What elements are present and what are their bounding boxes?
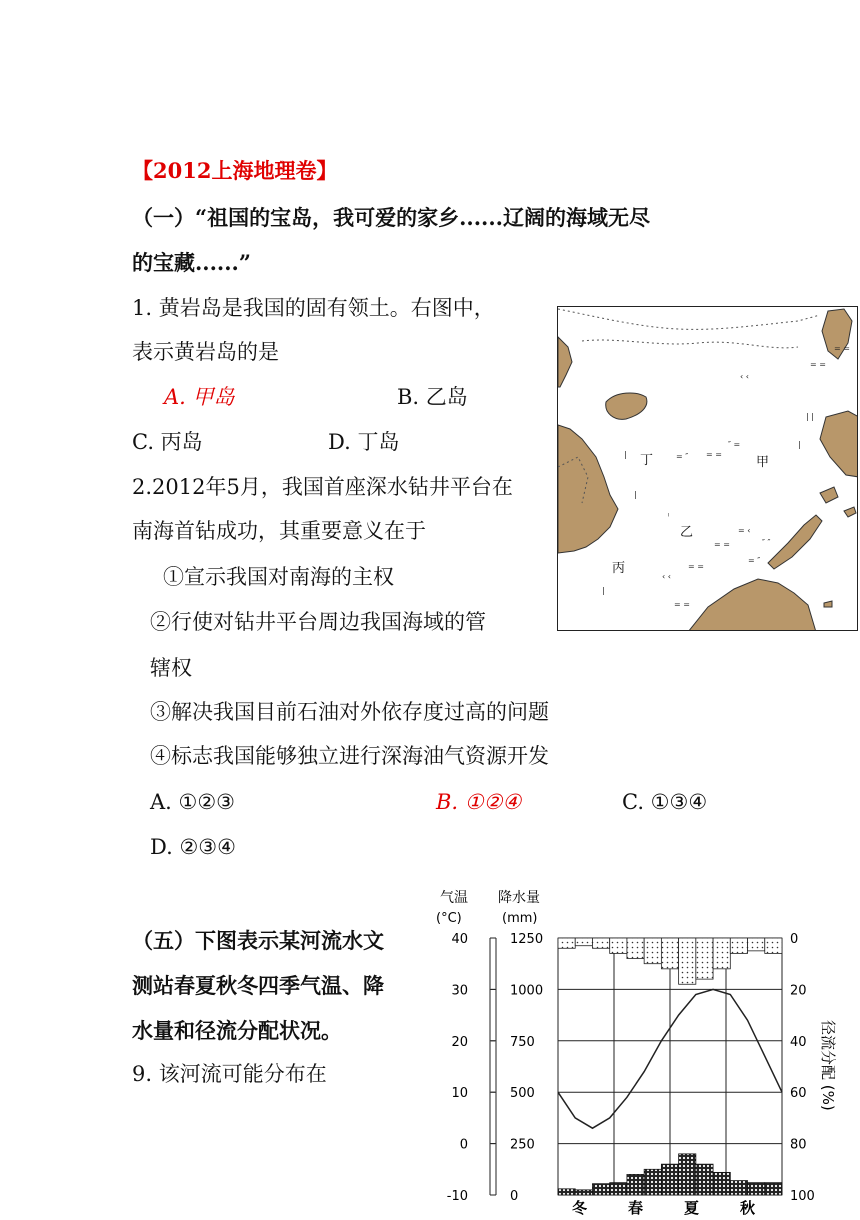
runoff-bar xyxy=(730,938,747,953)
q2-stem-line2: 南海首钻成功，其重要意义在于 xyxy=(132,519,426,543)
indochina-land xyxy=(558,425,618,553)
map-label-jia: 甲 xyxy=(756,455,770,470)
svg-text:″ =: ″ = xyxy=(728,440,741,449)
mainland-left xyxy=(558,337,572,387)
exam-title: 【2012上海地理卷】 xyxy=(132,158,338,183)
border-line xyxy=(582,340,798,348)
temperature-tick-label: 10 xyxy=(451,1086,468,1102)
runoff-bar xyxy=(644,938,661,964)
runoff-bar xyxy=(661,938,678,969)
svg-text:|: | xyxy=(798,440,801,449)
svg-text:= =: = = xyxy=(688,562,704,571)
hainan-island xyxy=(606,393,647,419)
chart-svg xyxy=(430,880,860,1216)
svg-text:= =: = = xyxy=(674,600,690,609)
precipitation-bar xyxy=(713,1172,730,1195)
precipitation-bar xyxy=(575,1190,592,1195)
svg-text:= ″: = ″ xyxy=(676,452,689,461)
south-china-sea-map xyxy=(557,306,858,631)
svg-text:ˡ: ˡ xyxy=(668,512,670,521)
runoff-bar xyxy=(765,938,782,953)
precipitation-bar xyxy=(696,1164,713,1195)
svg-text:|: | xyxy=(634,490,637,499)
q1-stem-line2: 表示黄岩岛的是 xyxy=(132,340,279,364)
svg-text:= =: = = xyxy=(706,450,722,459)
precip-tick-label: 1000 xyxy=(510,983,544,999)
section5-intro-line1: （五）下图表示某河流水文 xyxy=(132,928,384,953)
section5-intro-line3: 水量和径流分配状况。 xyxy=(132,1018,342,1043)
map-label-yi: 乙 xyxy=(680,525,694,540)
map-label-ding: 丁 xyxy=(640,453,654,468)
borneo-land xyxy=(688,579,816,631)
runoff-bar xyxy=(558,938,575,948)
svg-text:|: | xyxy=(624,450,627,459)
q1-option-c: C. 丙岛 xyxy=(132,430,203,454)
precip-tick-label: 250 xyxy=(510,1137,535,1153)
temperature-tick-label: 30 xyxy=(451,983,468,999)
svg-text:| |: | | xyxy=(806,412,814,421)
precip-tick-label: 0 xyxy=(510,1189,519,1204)
runoff-bar xyxy=(679,938,696,984)
q1-option-d: D. 丁岛 xyxy=(328,430,400,454)
temperature-axis-title: 气温 xyxy=(440,890,468,906)
precip-tick-label: 750 xyxy=(510,1034,535,1050)
runoff-tick-label: 20 xyxy=(790,983,807,999)
precip-tick-label: 500 xyxy=(510,1086,535,1102)
runoff-tick-label: 40 xyxy=(790,1034,807,1050)
q2-item-2: ②行使对钻井平台周边我国海域的管 xyxy=(150,610,486,634)
temperature-tick-label: 20 xyxy=(451,1034,468,1050)
section-intro-line2: 的宝藏......” xyxy=(132,250,251,275)
svg-text:‹ ‹: ‹ ‹ xyxy=(662,572,671,581)
season-label: 夏 xyxy=(684,1199,700,1216)
precip-axis-title: 降水量 xyxy=(498,890,540,906)
precipitation-bar xyxy=(558,1189,575,1195)
temperature-axis-unit: (°C) xyxy=(436,911,462,926)
season-label: 秋 xyxy=(740,1199,756,1216)
q1-option-a: A. 甲岛 xyxy=(164,385,235,409)
q2-option-b: B. ①②④ xyxy=(436,790,522,814)
runoff-axis-title: 径流分配 (%) xyxy=(819,1020,837,1111)
climate-runoff-chart xyxy=(430,880,860,1216)
svg-text:= =: = = xyxy=(714,540,730,549)
svg-text:= =: = = xyxy=(810,360,826,369)
precip-axis-unit: (mm) xyxy=(502,911,538,926)
season-label: 冬 xyxy=(572,1199,588,1216)
q9-stem: 9. 该河流可能分布在 xyxy=(132,1062,327,1086)
runoff-bar xyxy=(610,938,627,953)
precipitation-bar xyxy=(610,1183,627,1195)
q2-item-3: ③解决我国目前石油对外依存度过高的问题 xyxy=(150,700,549,724)
precipitation-bar xyxy=(627,1174,644,1195)
small-island-2 xyxy=(824,601,832,607)
coast-line xyxy=(558,309,820,329)
q2-stem-line1: 2.2012年5月，我国首座深水钻井平台在 xyxy=(132,475,513,499)
svg-text:|: | xyxy=(602,586,605,595)
q1-stem-line1: 1. 黄岩岛是我国的固有领土。右图中， xyxy=(132,296,495,320)
precip-tick-label: 1250 xyxy=(510,932,544,947)
precipitation-bar xyxy=(592,1184,609,1195)
precipitation-bar xyxy=(679,1154,696,1195)
runoff-tick-label: 100 xyxy=(790,1189,815,1204)
q2-option-c: C. ①③④ xyxy=(622,790,708,814)
q1-option-b: B. 乙岛 xyxy=(397,385,468,409)
runoff-bar xyxy=(592,938,609,948)
temperature-tick-label: 0 xyxy=(459,1137,468,1153)
svg-text:‹ ‹: ‹ ‹ xyxy=(740,372,749,381)
runoff-bar xyxy=(696,938,713,979)
runoff-bar xyxy=(748,938,765,951)
small-island xyxy=(844,507,856,517)
luzon-island xyxy=(820,411,858,477)
map-svg xyxy=(558,307,858,631)
section5-intro-line2: 测站春夏秋冬四季气温、降 xyxy=(132,973,384,998)
precipitation-bar xyxy=(748,1183,765,1195)
palawan-island xyxy=(768,515,822,569)
q2-item-1: ①宣示我国对南海的主权 xyxy=(163,565,394,589)
runoff-bar xyxy=(575,938,592,946)
precipitation-bar xyxy=(730,1181,747,1195)
svg-text:= ‹: = ‹ xyxy=(738,526,751,535)
precipitation-bar xyxy=(765,1183,782,1195)
precipitation-bar xyxy=(661,1164,678,1195)
runoff-bar xyxy=(713,938,730,969)
q2-item-4: ④标志我国能够独立进行深海油气资源开发 xyxy=(150,744,549,768)
q2-item-2-cont: 辖权 xyxy=(150,656,192,680)
temperature-tick-label: 40 xyxy=(451,932,468,947)
runoff-tick-label: 60 xyxy=(790,1086,807,1102)
runoff-tick-label: 80 xyxy=(790,1137,807,1153)
svg-text:= ″: = ″ xyxy=(748,556,761,565)
map-label-bing: 丙 xyxy=(612,561,626,576)
q2-option-d: D. ②③④ xyxy=(150,835,236,859)
runoff-tick-label: 0 xyxy=(790,932,799,947)
temperature-tick-label: -10 xyxy=(446,1189,468,1204)
season-label: 春 xyxy=(628,1199,644,1216)
svg-text:″ ″: ″ ″ xyxy=(762,538,771,547)
section-intro-line1: （一）“祖国的宝岛，我可爱的家乡......辽阔的海域无尽 xyxy=(132,205,650,230)
svg-text:= =: = = xyxy=(834,344,850,353)
mindoro-island xyxy=(820,487,838,503)
q2-option-a: A. ①②③ xyxy=(150,790,235,814)
runoff-bar xyxy=(627,938,644,959)
precipitation-bar xyxy=(644,1169,661,1195)
